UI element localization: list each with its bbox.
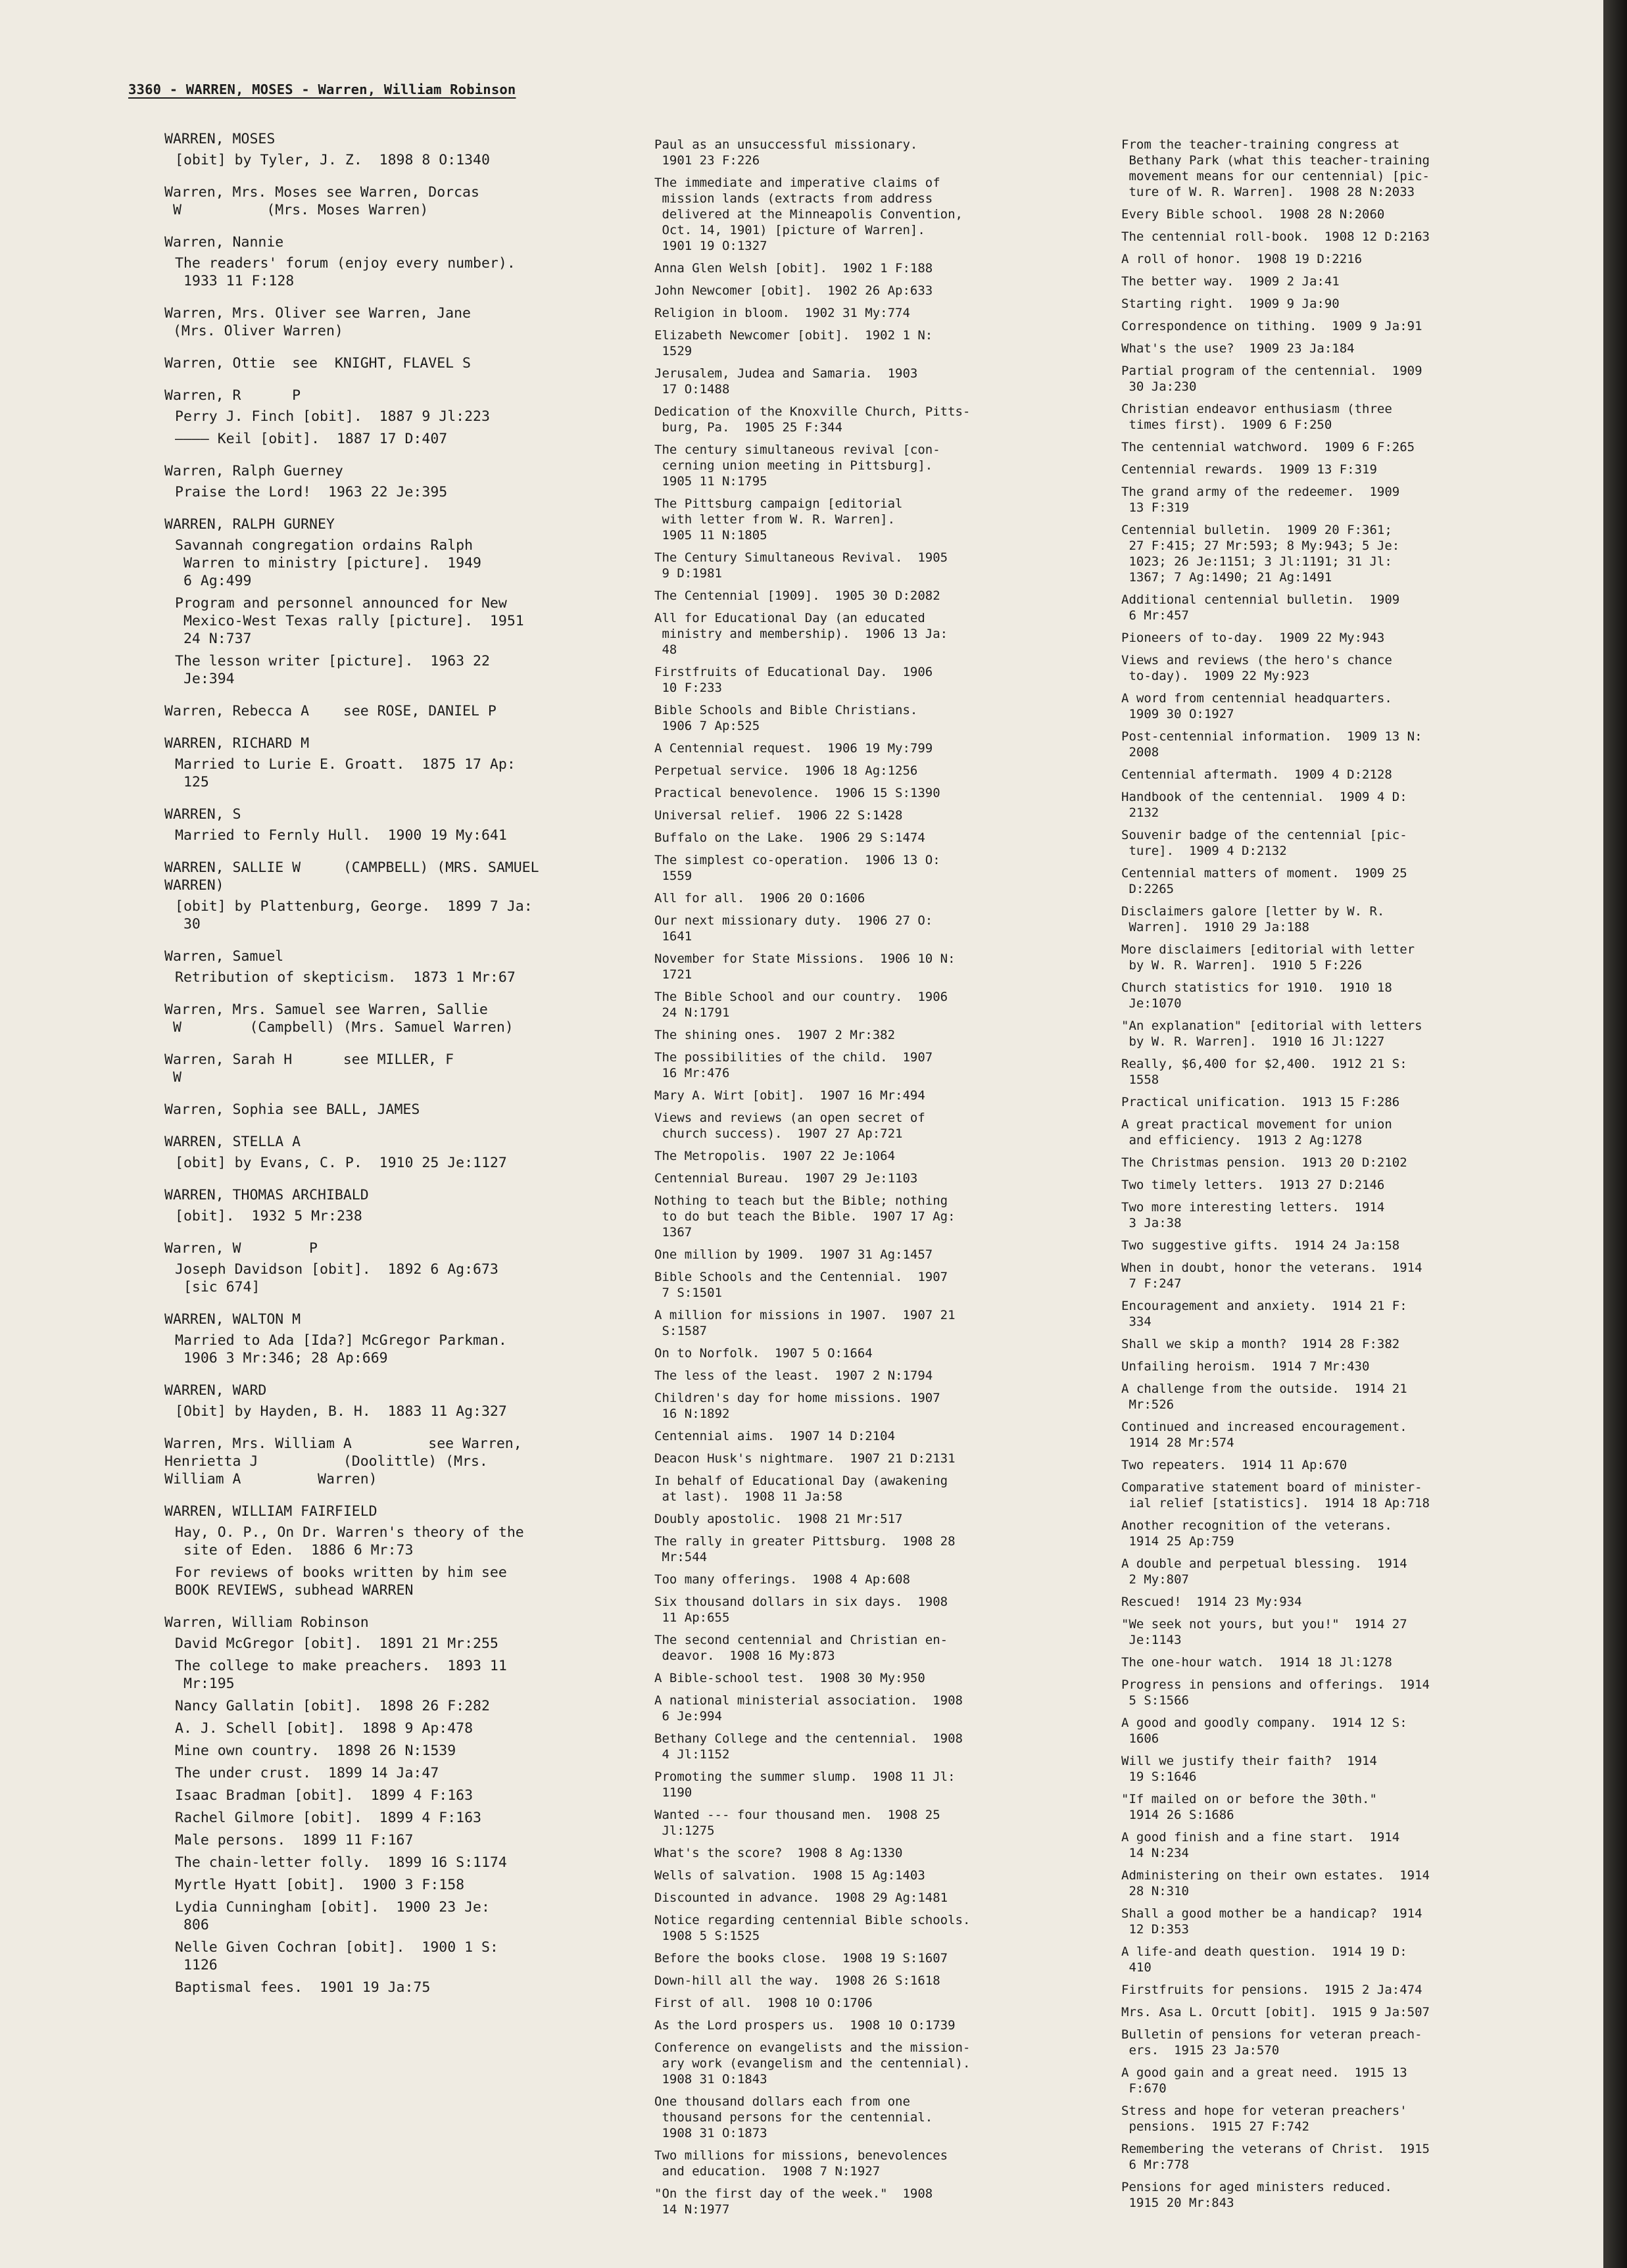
index-entry: "On the first day of the week." 1908 14 N:1977 — [654, 2186, 933, 2217]
index-entry: Two repeaters. 1914 11 Ap:670 — [1121, 1458, 1348, 1472]
index-entry: Centennial Bureau. 1907 29 Je:1103 — [654, 1171, 918, 1186]
index-entry: The chain-letter folly. 1899 16 S:1174 — [175, 1854, 507, 1871]
index-entry: Disclaimers galore [letter by W. R. Warren]. 1910 29 Ja:188 — [1121, 904, 1385, 934]
index-entry: A life-and death question. 1914 19 D: 410 — [1121, 1944, 1407, 1975]
index-entry: Buffalo on the Lake. 1906 29 S:1474 — [654, 831, 925, 845]
index-entry: A good gain and a great need. 1915 13 F:670 — [1121, 2065, 1407, 2096]
index-entry: Paul as an unsuccessful missionary. 1901 23 F:226 — [654, 137, 918, 168]
index-entry: The grand army of the redeemer. 1909 13 F:319 — [1121, 485, 1400, 515]
index-entry: Two timely letters. 1913 27 D:2146 — [1121, 1178, 1385, 1192]
index-entry: Progress in pensions and offerings. 1914 5 S:1566 — [1121, 1677, 1430, 1708]
index-entry: One thousand dollars each from one thousand persons for the centennial. 1908 31 O:1873 — [654, 2094, 933, 2140]
index-heading: Warren, W P — [164, 1240, 318, 1257]
index-entry: Deacon Husk's nightmare. 1907 21 D:2131 — [654, 1451, 956, 1466]
index-entry: All for all. 1906 20 O:1606 — [654, 891, 865, 905]
index-entry: A good finish and a fine start. 1914 14 N:234 — [1121, 1830, 1400, 1860]
index-heading: WARREN, RALPH GURNEY — [164, 516, 335, 533]
index-entry: [obit]. 1932 5 Mr:238 — [175, 1208, 362, 1224]
index-entry: The Centennial [1909]. 1905 30 D:2082 — [654, 589, 940, 603]
index-entry: Male persons. 1899 11 F:167 — [175, 1832, 414, 1848]
index-entry: Continued and increased encouragement. 1914 28 Mr:574 — [1121, 1420, 1407, 1450]
index-entry: Centennial aims. 1907 14 D:2104 — [654, 1429, 896, 1443]
index-entry: Promoting the summer slump. 1908 11 Jl: 1190 — [654, 1770, 956, 1800]
index-entry: Wanted --- four thousand men. 1908 25 Jl:1275 — [654, 1808, 940, 1838]
index-entry: Rachel Gilmore [obit]. 1899 4 F:163 — [175, 1810, 481, 1826]
index-entry: The under crust. 1899 14 Ja:47 — [175, 1765, 439, 1781]
index-entry: Mary A. Wirt [obit]. 1907 16 Mr:494 — [654, 1088, 925, 1103]
index-entry: Dedication of the Knoxville Church, Pitts- burg, Pa. 1905 25 F:344 — [654, 404, 971, 435]
index-entry: The Pittsburg campaign [editorial with letter from W. R. Warren]. 1905 11 N:1805 — [654, 496, 903, 543]
index-entry: Down-hill all the way. 1908 26 S:1618 — [654, 1973, 940, 1988]
index-column-3 — [1121, 130, 1522, 2211]
index-entry: Partial program of the centennial. 1909 30 Ja:230 — [1121, 364, 1422, 394]
index-entry: Church statistics for 1910. 1910 18 Je:1070 — [1121, 980, 1392, 1011]
index-entry: David McGregor [obit]. 1891 21 Mr:255 — [175, 1635, 498, 1652]
index-entry: Program and personnel announced for New Mexico-West Texas rally [picture]. 1951 24 N:737 — [175, 595, 524, 647]
index-entry: The possibilities of the child. 1907 16 Mr:476 — [654, 1050, 933, 1080]
index-entry: Shall we skip a month? 1914 28 F:382 — [1121, 1337, 1400, 1351]
index-heading: WARREN, SALLIE W (CAMPBELL) (MRS. SAMUEL WARREN) — [164, 859, 539, 894]
index-entry: A Bible-school test. 1908 30 My:950 — [654, 1671, 925, 1685]
index-entry: Correspondence on tithing. 1909 9 Ja:91 — [1121, 319, 1422, 333]
index-entry: Bible Schools and the Centennial. 1907 7 S:1501 — [654, 1270, 948, 1300]
index-entry: Another recognition of the veterans. 1914 25 Ap:759 — [1121, 1518, 1392, 1549]
index-entry: Wells of salvation. 1908 15 Ag:1403 — [654, 1868, 925, 1883]
index-entry: Two millions for missions, benevolences and education. 1908 7 N:1927 — [654, 2148, 948, 2179]
index-entry: Will we justify their faith? 1914 19 S:1646 — [1121, 1754, 1377, 1784]
index-entry: Additional centennial bulletin. 1909 6 Mr:457 — [1121, 592, 1400, 623]
index-entry: [obit] by Tyler, J. Z. 1898 8 O:1340 — [175, 152, 490, 168]
index-entry: Perry J. Finch [obit]. 1887 9 Jl:223 — [175, 408, 490, 425]
index-entry: Before the books close. 1908 19 S:1607 — [654, 1951, 948, 1966]
index-entry: Remembering the veterans of Christ. 1915 6 Mr:778 — [1121, 2142, 1430, 2172]
index-entry: A Centennial request. 1906 19 My:799 — [654, 741, 933, 756]
index-entry: Stress and hope for veteran preachers' pensions. 1915 27 F:742 — [1121, 2104, 1407, 2134]
index-heading: Warren, William Robinson — [164, 1614, 369, 1631]
index-entry: Pioneers of to-day. 1909 22 My:943 — [1121, 631, 1385, 645]
index-entry: A. J. Schell [obit]. 1898 9 Ap:478 — [175, 1720, 474, 1737]
index-entry: Hay, O. P., On Dr. Warren's theory of the site of Eden. 1886 6 Mr:73 — [175, 1524, 524, 1558]
index-entry: As the Lord prospers us. 1908 10 O:1739 — [654, 2018, 956, 2033]
index-entry: Married to Ada [Ida?] McGregor Parkman. 1906 3 Mr:346; 28 Ap:669 — [175, 1332, 507, 1366]
index-entry: Christian endeavor enthusiasm (three times first). 1909 6 F:250 — [1121, 402, 1392, 432]
index-heading: WARREN, WILLIAM FAIRFIELD — [164, 1503, 377, 1520]
index-entry: Firstfruits of Educational Day. 1906 10 F:233 — [654, 665, 933, 695]
index-entry: Encouragement and anxiety. 1914 21 F: 334 — [1121, 1299, 1407, 1329]
index-entry: "If mailed on or before the 30th." 1914 26 S:1686 — [1121, 1792, 1377, 1822]
index-entry: The Century Simultaneous Revival. 1905 9 D:1981 — [654, 550, 948, 581]
index-entry: Children's day for home missions. 1907 16 N:1892 — [654, 1391, 940, 1421]
index-entry: Nothing to teach but the Bible; nothing to do but teach the Bible. 1907 17 Ag: 1367 — [654, 1194, 956, 1240]
index-entry: Anna Glen Welsh [obit]. 1902 1 F:188 — [654, 261, 933, 276]
index-entry: The better way. 1909 2 Ja:41 — [1121, 274, 1340, 289]
index-entry: The one-hour watch. 1914 18 Jl:1278 — [1121, 1655, 1392, 1670]
index-entry: Elizabeth Newcomer [obit]. 1902 1 N: 1529 — [654, 328, 933, 358]
index-entry: Practical unification. 1913 15 F:286 — [1121, 1095, 1400, 1109]
index-entry: [obit] by Plattenburg, George. 1899 7 Ja: 30 — [175, 898, 533, 932]
index-entry: A challenge from the outside. 1914 21 Mr:526 — [1121, 1382, 1407, 1412]
index-entry: [Obit] by Hayden, B. H. 1883 11 Ag:327 — [175, 1403, 507, 1420]
index-heading: Warren, Mrs. Samuel see Warren, Sallie W (Campbell) (Mrs. Samuel Warren) — [164, 1001, 514, 1036]
index-column-1 — [164, 130, 598, 1996]
index-entry: Doubly apostolic. 1908 21 Mr:517 — [654, 1512, 903, 1526]
index-entry: The Metropolis. 1907 22 Je:1064 — [654, 1149, 896, 1163]
index-entry: Retribution of skepticism. 1873 1 Mr:67 — [175, 969, 516, 986]
index-entry: Administering on their own estates. 1914 28 N:310 — [1121, 1868, 1430, 1898]
index-entry: Our next missionary duty. 1906 27 O: 1641 — [654, 913, 933, 944]
index-heading: WARREN, S — [164, 806, 241, 823]
index-entry: On to Norfolk. 1907 5 O:1664 — [654, 1346, 873, 1361]
index-entry: The lesson writer [picture]. 1963 22 Je:394 — [175, 653, 490, 687]
index-entry: Praise the Lord! 1963 22 Je:395 — [175, 484, 448, 500]
index-entry: Religion in bloom. 1902 31 My:774 — [654, 306, 910, 320]
index-entry: Really, $6,400 for $2,400. 1912 21 S: 1558 — [1121, 1057, 1407, 1087]
index-entry: Rescued! 1914 23 My:934 — [1121, 1595, 1302, 1609]
index-entry: Conference on evangelists and the mission- ary work (evangelism and the centennial). 1908 31 O:1843 — [654, 2040, 971, 2087]
index-entry: Mine own country. 1898 26 N:1539 — [175, 1743, 456, 1759]
index-heading: Warren, Rebecca A see ROSE, DANIEL P — [164, 703, 497, 719]
index-entry: For reviews of books written by him see BOOK REVIEWS, subhead WARREN — [175, 1564, 507, 1599]
index-entry: Centennial rewards. 1909 13 F:319 — [1121, 462, 1377, 477]
index-entry: Pensions for aged ministers reduced. 1915 20 Mr:843 — [1121, 2180, 1392, 2210]
index-entry: The shining ones. 1907 2 Mr:382 — [654, 1028, 896, 1042]
index-heading: Warren, Sophia see BALL, JAMES — [164, 1101, 420, 1118]
index-entry: [obit] by Evans, C. P. 1910 25 Je:1127 — [175, 1155, 507, 1171]
index-entry: From the teacher-training congress at Bethany Park (what this teacher-training movement means for our centennial) [pic- ture of W. R. Warren]. 1908 28 N:2033 — [1121, 137, 1430, 199]
index-entry: Post-centennial information. 1909 13 N: 2008 — [1121, 729, 1422, 760]
index-entry: Two suggestive gifts. 1914 24 Ja:158 — [1121, 1238, 1400, 1253]
index-heading: Warren, R P — [164, 387, 301, 404]
index-entry: A roll of honor. 1908 19 D:2216 — [1121, 252, 1363, 266]
index-entry: One million by 1909. 1907 31 Ag:1457 — [654, 1247, 933, 1262]
index-entry: The readers' forum (enjoy every number). 1933 11 F:128 — [175, 255, 516, 289]
index-entry: ———— Keil [obit]. 1887 17 D:407 — [175, 431, 448, 447]
index-entry: Six thousand dollars in six days. 1908 11 Ap:655 — [654, 1595, 948, 1625]
index-entry: Centennial bulletin. 1909 20 F:361; 27 F:415; 27 Mr:593; 8 My:943; 5 Je: 1023; 26 Je:1151; 3 Jl:1191; 31 Jl: 1367; 7 Ag:1490; 21 Ag:1491 — [1121, 523, 1400, 585]
index-heading: Warren, Samuel — [164, 948, 284, 965]
index-entry: The simplest co-operation. 1906 13 O: 1559 — [654, 853, 940, 883]
index-entry: The less of the least. 1907 2 N:1794 — [654, 1368, 933, 1383]
index-entry: Too many offerings. 1908 4 Ap:608 — [654, 1572, 910, 1587]
index-entry: Bible Schools and Bible Christians. 1906 7 Ap:525 — [654, 703, 918, 733]
index-heading: WARREN, WARD — [164, 1382, 267, 1399]
index-entry: The Bible School and our country. 1906 24 N:1791 — [654, 990, 948, 1020]
index-entry: Handbook of the centennial. 1909 4 D: 2132 — [1121, 790, 1407, 820]
index-entry: "We seek not yours, but you!" 1914 27 Je:1143 — [1121, 1617, 1407, 1647]
index-entry: In behalf of Educational Day (awakening at last). 1908 11 Ja:58 — [654, 1474, 948, 1504]
index-entry: Married to Fernly Hull. 1900 19 My:641 — [175, 827, 507, 844]
index-heading: WARREN, RICHARD M — [164, 735, 310, 752]
index-heading: WARREN, THOMAS ARCHIBALD — [164, 1187, 369, 1203]
index-entry: More disclaimers [editorial with letter by W. R. Warren]. 1910 5 F:226 — [1121, 942, 1415, 973]
index-entry: Universal relief. 1906 22 S:1428 — [654, 808, 903, 823]
index-entry: Perpetual service. 1906 18 Ag:1256 — [654, 763, 918, 778]
index-entry: Every Bible school. 1908 28 N:2060 — [1121, 207, 1385, 222]
index-entry: The college to make preachers. 1893 11 Mr:195 — [175, 1658, 507, 1692]
index-entry: The century simultaneous revival [con- cerning union meeting in Pittsburg]. 1905 11 N:1795 — [654, 443, 940, 489]
index-entry: Shall a good mother be a handicap? 1914 12 D:353 — [1121, 1906, 1422, 1937]
index-entry: A million for missions in 1907. 1907 21 S:1587 — [654, 1308, 956, 1338]
index-entry: Unfailing heroism. 1914 7 Mr:430 — [1121, 1359, 1370, 1374]
index-entry: "An explanation" [editorial with letters by W. R. Warren]. 1910 16 Jl:1227 — [1121, 1019, 1422, 1049]
index-entry: Views and reviews (an open secret of church success). 1907 27 Ap:721 — [654, 1111, 925, 1141]
index-entry: Comparative statement board of minister- ial relief [statistics]. 1914 18 Ap:718 — [1121, 1480, 1430, 1510]
index-entry: First of all. 1908 10 O:1706 — [654, 1996, 873, 2010]
index-entry: Centennial aftermath. 1909 4 D:2128 — [1121, 767, 1392, 782]
index-entry: Baptismal fees. 1901 19 Ja:75 — [175, 1979, 431, 1996]
index-entry: Discounted in advance. 1908 29 Ag:1481 — [654, 1891, 948, 1905]
index-entry: Notice regarding centennial Bible schools. 1908 5 S:1525 — [654, 1913, 971, 1943]
index-entry: Jerusalem, Judea and Samaria. 1903 17 O:1488 — [654, 366, 918, 397]
index-entry: Bulletin of pensions for veteran preach- ers. 1915 23 Ja:570 — [1121, 2027, 1422, 2058]
index-heading: Warren, Ralph Guerney — [164, 463, 343, 479]
index-entry: Savannah congregation ordains Ralph Warren to ministry [picture]. 1949 6 Ag:499 — [175, 537, 481, 589]
index-entry: Firstfruits for pensions. 1915 2 Ja:474 — [1121, 1983, 1422, 1997]
index-entry: A great practical movement for union and efficiency. 1913 2 Ag:1278 — [1121, 1117, 1392, 1147]
index-heading: Warren, Mrs. Moses see Warren, Dorcas W (Mrs. Moses Warren) — [164, 184, 479, 218]
index-entry: A double and perpetual blessing. 1914 2 My:807 — [1121, 1556, 1407, 1587]
index-entry: Centennial matters of moment. 1909 25 D:2265 — [1121, 866, 1407, 896]
index-entry: Views and reviews (the hero's chance to-day). 1909 22 My:923 — [1121, 653, 1392, 683]
index-heading: WARREN, MOSES — [164, 131, 276, 147]
index-entry: What's the use? 1909 23 Ja:184 — [1121, 341, 1355, 356]
index-entry: The centennial watchword. 1909 6 F:265 — [1121, 440, 1415, 454]
index-entry: Lydia Cunningham [obit]. 1900 23 Je: 806 — [175, 1899, 490, 1933]
index-entry: Two more interesting letters. 1914 3 Ja:38 — [1121, 1200, 1385, 1230]
index-entry: Isaac Bradman [obit]. 1899 4 F:163 — [175, 1787, 474, 1804]
index-heading: WARREN, WALTON M — [164, 1311, 301, 1328]
index-entry: Starting right. 1909 9 Ja:90 — [1121, 297, 1340, 311]
index-column-2 — [654, 130, 1081, 2217]
index-entry: Joseph Davidson [obit]. 1892 6 Ag:673 [sic 674] — [175, 1261, 498, 1295]
index-heading: Warren, Ottie see KNIGHT, FLAVEL S — [164, 355, 471, 372]
index-entry: A good and goodly company. 1914 12 S: 1606 — [1121, 1716, 1407, 1746]
index-heading: WARREN, STELLA A — [164, 1134, 301, 1150]
index-entry: Bethany College and the centennial. 1908 4 Jl:1152 — [654, 1731, 963, 1762]
index-heading: Warren, Mrs. William A see Warren, Henrietta J (Doolittle) (Mrs. William A Warren) — [164, 1436, 522, 1487]
index-heading: Warren, Sarah H see MILLER, F W — [164, 1051, 454, 1086]
index-entry: Souvenir badge of the centennial [pic- ture]. 1909 4 D:2132 — [1121, 828, 1407, 858]
index-entry: When in doubt, honor the veterans. 1914 7 F:247 — [1121, 1261, 1422, 1291]
index-entry: Married to Lurie E. Groatt. 1875 17 Ap: 125 — [175, 756, 516, 790]
index-entry: The centennial roll-book. 1908 12 D:2163 — [1121, 229, 1430, 244]
index-entry: The Christmas pension. 1913 20 D:2102 — [1121, 1155, 1407, 1170]
index-entry: Myrtle Hyatt [obit]. 1900 3 F:158 — [175, 1877, 465, 1893]
index-entry: Mrs. Asa L. Orcutt [obit]. 1915 9 Ja:507 — [1121, 2005, 1430, 2019]
index-entry: The rally in greater Pittsburg. 1908 28 Mr:544 — [654, 1534, 956, 1564]
index-entry: November for State Missions. 1906 10 N: 1721 — [654, 952, 956, 982]
index-entry: A national ministerial association. 1908 6 Je:994 — [654, 1693, 963, 1724]
index-entry: The second centennial and Christian en- deavor. 1908 16 My:873 — [654, 1633, 948, 1663]
index-heading: Warren, Mrs. Oliver see Warren, Jane (Mrs. Oliver Warren) — [164, 305, 471, 339]
index-entry: What's the score? 1908 8 Ag:1330 — [654, 1846, 903, 1860]
index-entry: John Newcomer [obit]. 1902 26 Ap:633 — [654, 283, 933, 298]
index-entry: The immediate and imperative claims of mission lands (extracts from address delivered at the Minneapolis Convention, Oct. 14, 1901) [picture of Warren]. 1901 19 O:1327 — [654, 176, 963, 253]
page-header: 3360 - WARREN, MOSES - Warren, William Robinson — [128, 82, 516, 97]
index-heading: Warren, Nannie — [164, 234, 284, 251]
index-entry: All for Educational Day (an educated ministry and membership). 1906 13 Ja: 48 — [654, 611, 948, 657]
index-entry: Nelle Given Cochran [obit]. 1900 1 S: 1126 — [175, 1939, 498, 1973]
book-edge — [1603, 0, 1627, 2268]
index-entry: Practical benevolence. 1906 15 S:1390 — [654, 786, 940, 800]
index-entry: Nancy Gallatin [obit]. 1898 26 F:282 — [175, 1698, 490, 1714]
index-entry: A word from centennial headquarters. 1909 30 O:1927 — [1121, 691, 1392, 721]
